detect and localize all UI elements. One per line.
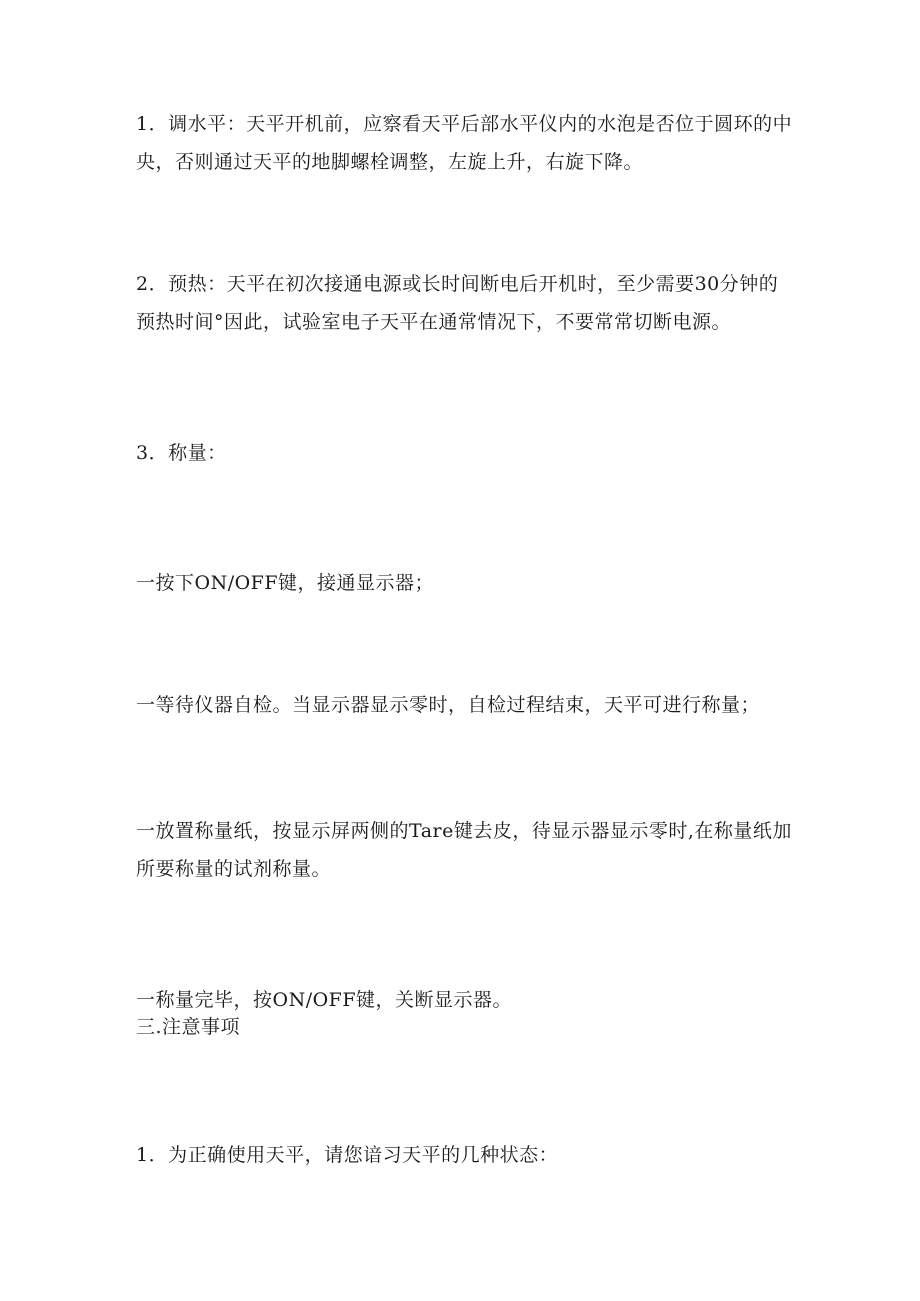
paragraph-leveling: 1．调水平：天平开机前，应察看天平后部水平仪内的水泡是否位于圆环的中央，否则通过天平的地脚螺栓调整，左旋上升，右旋下降。 xyxy=(136,113,793,173)
paragraph-preheating: 2．预热：天平在初次接通电源或长时间断电后开机时，至少需要30分钟的预热时间°因此，试验室电子天平在通常情况下，不要常常切断电源。 xyxy=(136,273,779,333)
paragraph-weighing-title: 3．称量： xyxy=(136,442,227,464)
paragraph-balance-states: 1．为正确使用天平，请您谙习天平的几种状态： xyxy=(136,1144,559,1166)
section-heading-precautions: 三.注意事项 xyxy=(136,1016,241,1038)
step-power-on: 一按下ON/OFF键，接通显示器； xyxy=(136,572,435,594)
step-power-off: 一称量完毕，按ON/OFF键，关断显示器。 xyxy=(136,989,513,1011)
step-tare-and-weigh: 一放置称量纸，按显示屏两侧的Tare键去皮，待显示器显示零时,在称量纸加所要称量的试剂称量。 xyxy=(136,820,792,880)
step-self-check: 一等待仪器自检。当显示器显示零时，自检过程结束，天平可进行称量； xyxy=(136,694,761,716)
